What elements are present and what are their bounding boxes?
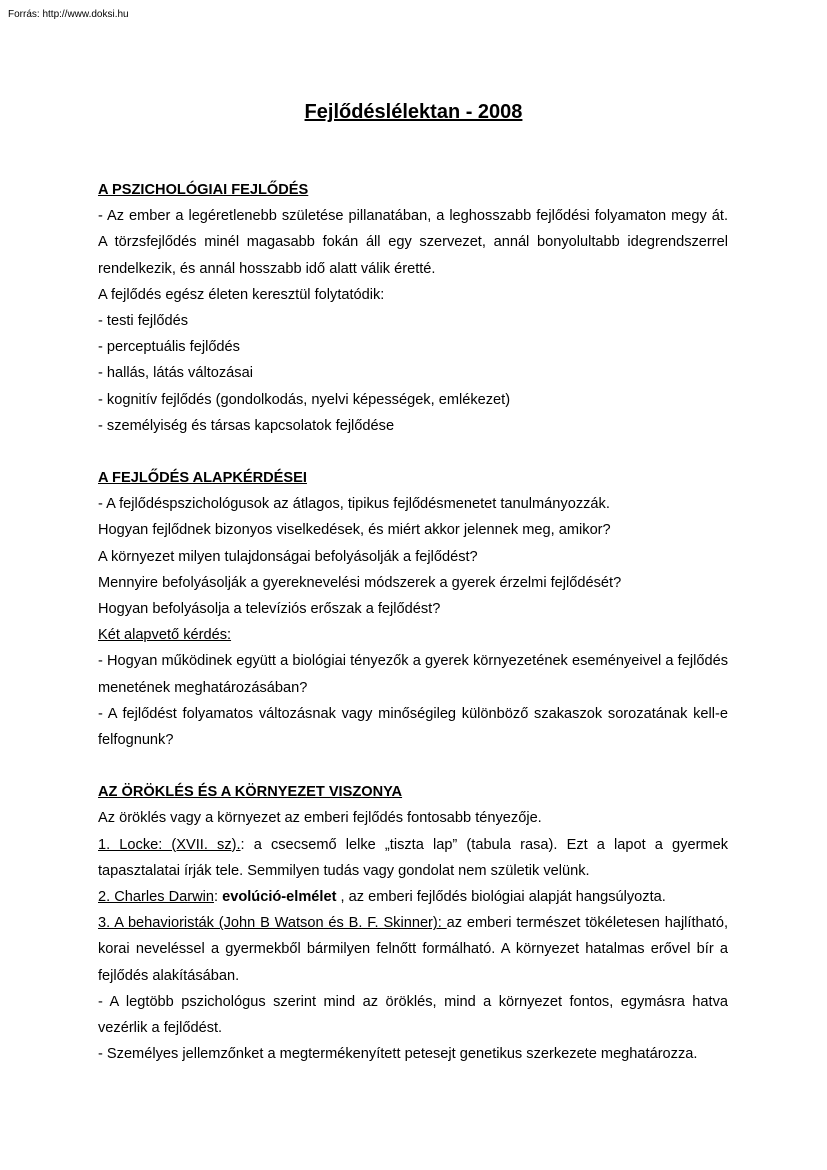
list-item: - perceptuális fejlődés — [98, 339, 240, 356]
paragraph: A fejlődés egész életen keresztül folytatódik: — [98, 286, 385, 303]
behaviorists-label: 3. A behavioristák (John B Watson és B. F. Skinner): — [98, 915, 447, 932]
paragraph — [98, 910, 728, 989]
paragraph: - A fejlődéspszichológusok az átlagos, tipikus fejlődésmenetet tanulmányozzák. — [98, 496, 610, 513]
paragraph: - A legtöbb pszichológus szerint mind az öröklés, mind a környezet fontos, egymásra hatva vezérlik a fejlődést. — [98, 993, 728, 1037]
paragraph: - Az ember a legéretlenebb születése pillanatában, a leghosszabb fejlődési folyamaton megy át. A törzsfejlődés minél magasabb fokán áll egy szervezet, annál bonyolultabb idegrendszerrel rendelkezik, és annál hosszabb idő alatt válik éretté. — [98, 208, 728, 277]
source-note: Forrás: http://www.doksi.hu — [8, 9, 129, 20]
list-item: - kognitív fejlődés (gondolkodás, nyelvi képességek, emlékezet) — [98, 391, 511, 408]
paragraph — [98, 832, 728, 884]
paragraph-text: : a csecsemő lelke „tiszta lap” (tabula rasa). Ezt a lapot a gyermek tapasztalatai írják tele. Semmilyen tudás vagy gondolat nem születik velünk. — [98, 836, 728, 879]
section-heading: A FEJLŐDÉS ALAPKÉRDÉSEI — [98, 470, 307, 487]
section-heading: AZ ÖRÖKLÉS ÉS A KÖRNYEZET VISZONYA — [98, 784, 403, 801]
paragraph: Mennyire befolyásolják a gyereknevelési módszerek a gyerek érzelmi fejlődését? — [98, 574, 622, 591]
locke-label: 1. Locke: (XVII. sz). — [98, 836, 241, 853]
section-basic-questions — [98, 465, 728, 753]
section-heredity-environment — [98, 779, 728, 1067]
bold-term: evolúció-elmélet — [222, 889, 337, 906]
page-title: Fejlődéslélektan - 2008 — [304, 101, 523, 123]
paragraph — [98, 884, 728, 910]
paragraph: - A fejlődést folyamatos változásnak vagy minőségileg különböző szakaszok sorozatának kell-e felfognunk? — [98, 705, 728, 749]
paragraph-text: , az emberi fejlődés biológiai alapját hangsúlyozta. — [336, 889, 666, 906]
paragraph: Az öröklés vagy a környezet az emberi fejlődés fontosabb tényezője. — [98, 810, 542, 827]
paragraph: - Hogyan működinek együtt a biológiai tényezők a gyerek környezetének eseményeivel a fejlődés menetének meghatározásában? — [98, 653, 728, 696]
paragraph: Hogyan fejlődnek bizonyos viselkedések, és miért akkor jelennek meg, amikor? — [98, 522, 611, 539]
paragraph: - Személyes jellemzőnket a megtermékenyített petesejt genetikus szerkezete meghatározza. — [98, 1046, 698, 1063]
paragraph: A környezet milyen tulajdonságai befolyásolják a fejlődést? — [98, 548, 478, 565]
section-heading: A PSZICHOLÓGIAI FEJLŐDÉS — [98, 182, 309, 198]
list-item: - személyiség és társas kapcsolatok fejlődése — [98, 417, 395, 434]
darwin-label: 2. Charles Darwin — [98, 889, 214, 906]
document-body — [98, 177, 728, 1094]
paragraph-text: az emberi természet tökéletesen hajlítható, korai neveléssel a gyermekből bármilyen felnőtt formálható. A környezet hatalmas erővel bír a fejlődés alakításában. — [98, 915, 728, 984]
list-item: - hallás, látás változásai — [98, 365, 253, 382]
sub-heading: Két alapvető kérdés: — [98, 627, 232, 644]
section-psychological-development — [98, 177, 728, 439]
separator: : — [213, 889, 223, 906]
paragraph: Hogyan befolyásolja a televíziós erőszak a fejlődést? — [98, 601, 441, 618]
list-item: - testi fejlődés — [98, 313, 189, 330]
